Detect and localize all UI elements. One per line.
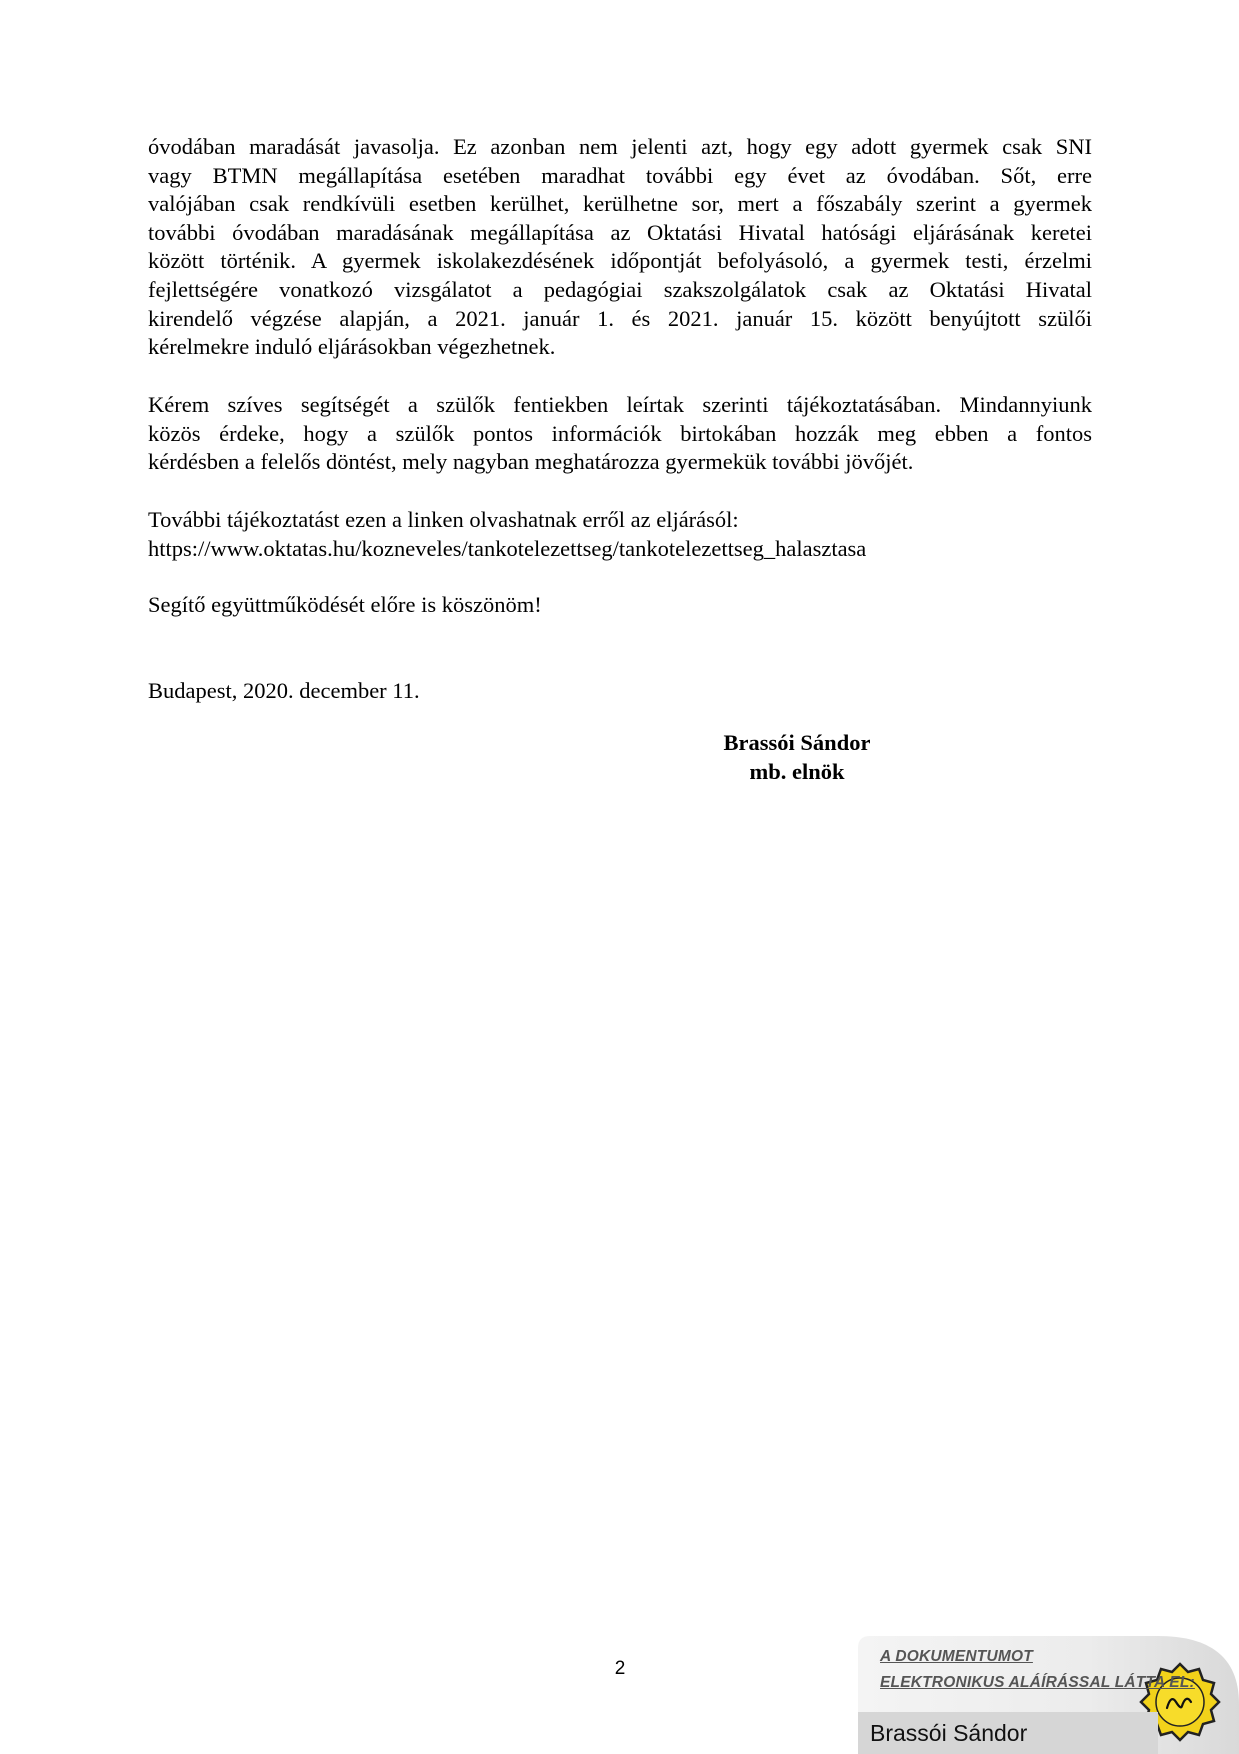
paragraph-request [148,391,1092,477]
paragraph-line: közös érdeke, hogy a szülők pontos információk birtokában hozzák meg ebben a fontos [148,420,1092,446]
electronic-signature-stamp [858,1634,1239,1754]
paragraph-preschool-retention [148,133,1092,362]
paragraph-line: További tájékoztatást ezen a linken olvashatnak erről az eljárásól: [148,507,739,532]
signer-name: Brassói Sándor [723,730,871,755]
paragraph-further-info [148,506,1092,563]
stamp-signer-name: Brassói Sándor [858,1712,1158,1754]
paragraph-line: fejlettségére vonatkozó vizsgálatot a pedagógiai szakszolgálatok csak az Oktatási Hivatal [148,276,1092,302]
page-number: 2 [614,1658,626,1679]
place-and-date: Budapest, 2020. december 11. [148,678,420,703]
paragraph-line: vagy BTMN megállapítása esetében maradhat további egy évet az óvodában. Sőt, erre [148,162,1092,188]
info-link[interactable]: https://www.oktatas.hu/kozneveles/tankotelezettseg/tankotelezettseg_halasztasa [148,535,867,561]
stamp-header-line: ELEKTRONIKUS ALÁÍRÁSSAL LÁTTA EL: [880,1674,1195,1691]
paragraph-line: között történik. A gyermek iskolakezdésének időpontját befolyásoló, a gyermek testi, érzelmi [148,248,1092,274]
paragraph-line: valójában csak rendkívüli esetben kerülhet, kerülhetne sor, mert a főszabály szerint a gyermek [148,191,1092,217]
paragraph-line: kérdésben a felelős döntést, mely nagyban meghatározza gyermekük további jövőjét. [148,449,914,475]
paragraph-line: kirendelő végzése alapján, a 2021. január 1. és 2021. január 15. között benyújtott szülői [148,305,1092,331]
paragraph-line: kérelmekre induló eljárásokban végezhetnek. [148,334,556,360]
paragraph-line: óvodában maradását javasolja. Ez azonban nem jelenti azt, hogy egy adott gyermek csak SNI [148,134,1092,159]
signer-title: mb. elnök [749,759,845,784]
paragraph-thanks: Segítő együttműködését előre is köszönöm! [148,592,542,617]
paragraph-line: Kérem szíves segítségét a szülők fentiekben leírtak szerinti tájékoztatásában. Mindannyiunk [148,392,1092,417]
stamp-header-line: A DOKUMENTUMOT [880,1648,1033,1665]
paragraph-line: további óvodában maradásának megállapítása az Oktatási Hivatal hatósági eljárásának keretei [148,219,1092,245]
